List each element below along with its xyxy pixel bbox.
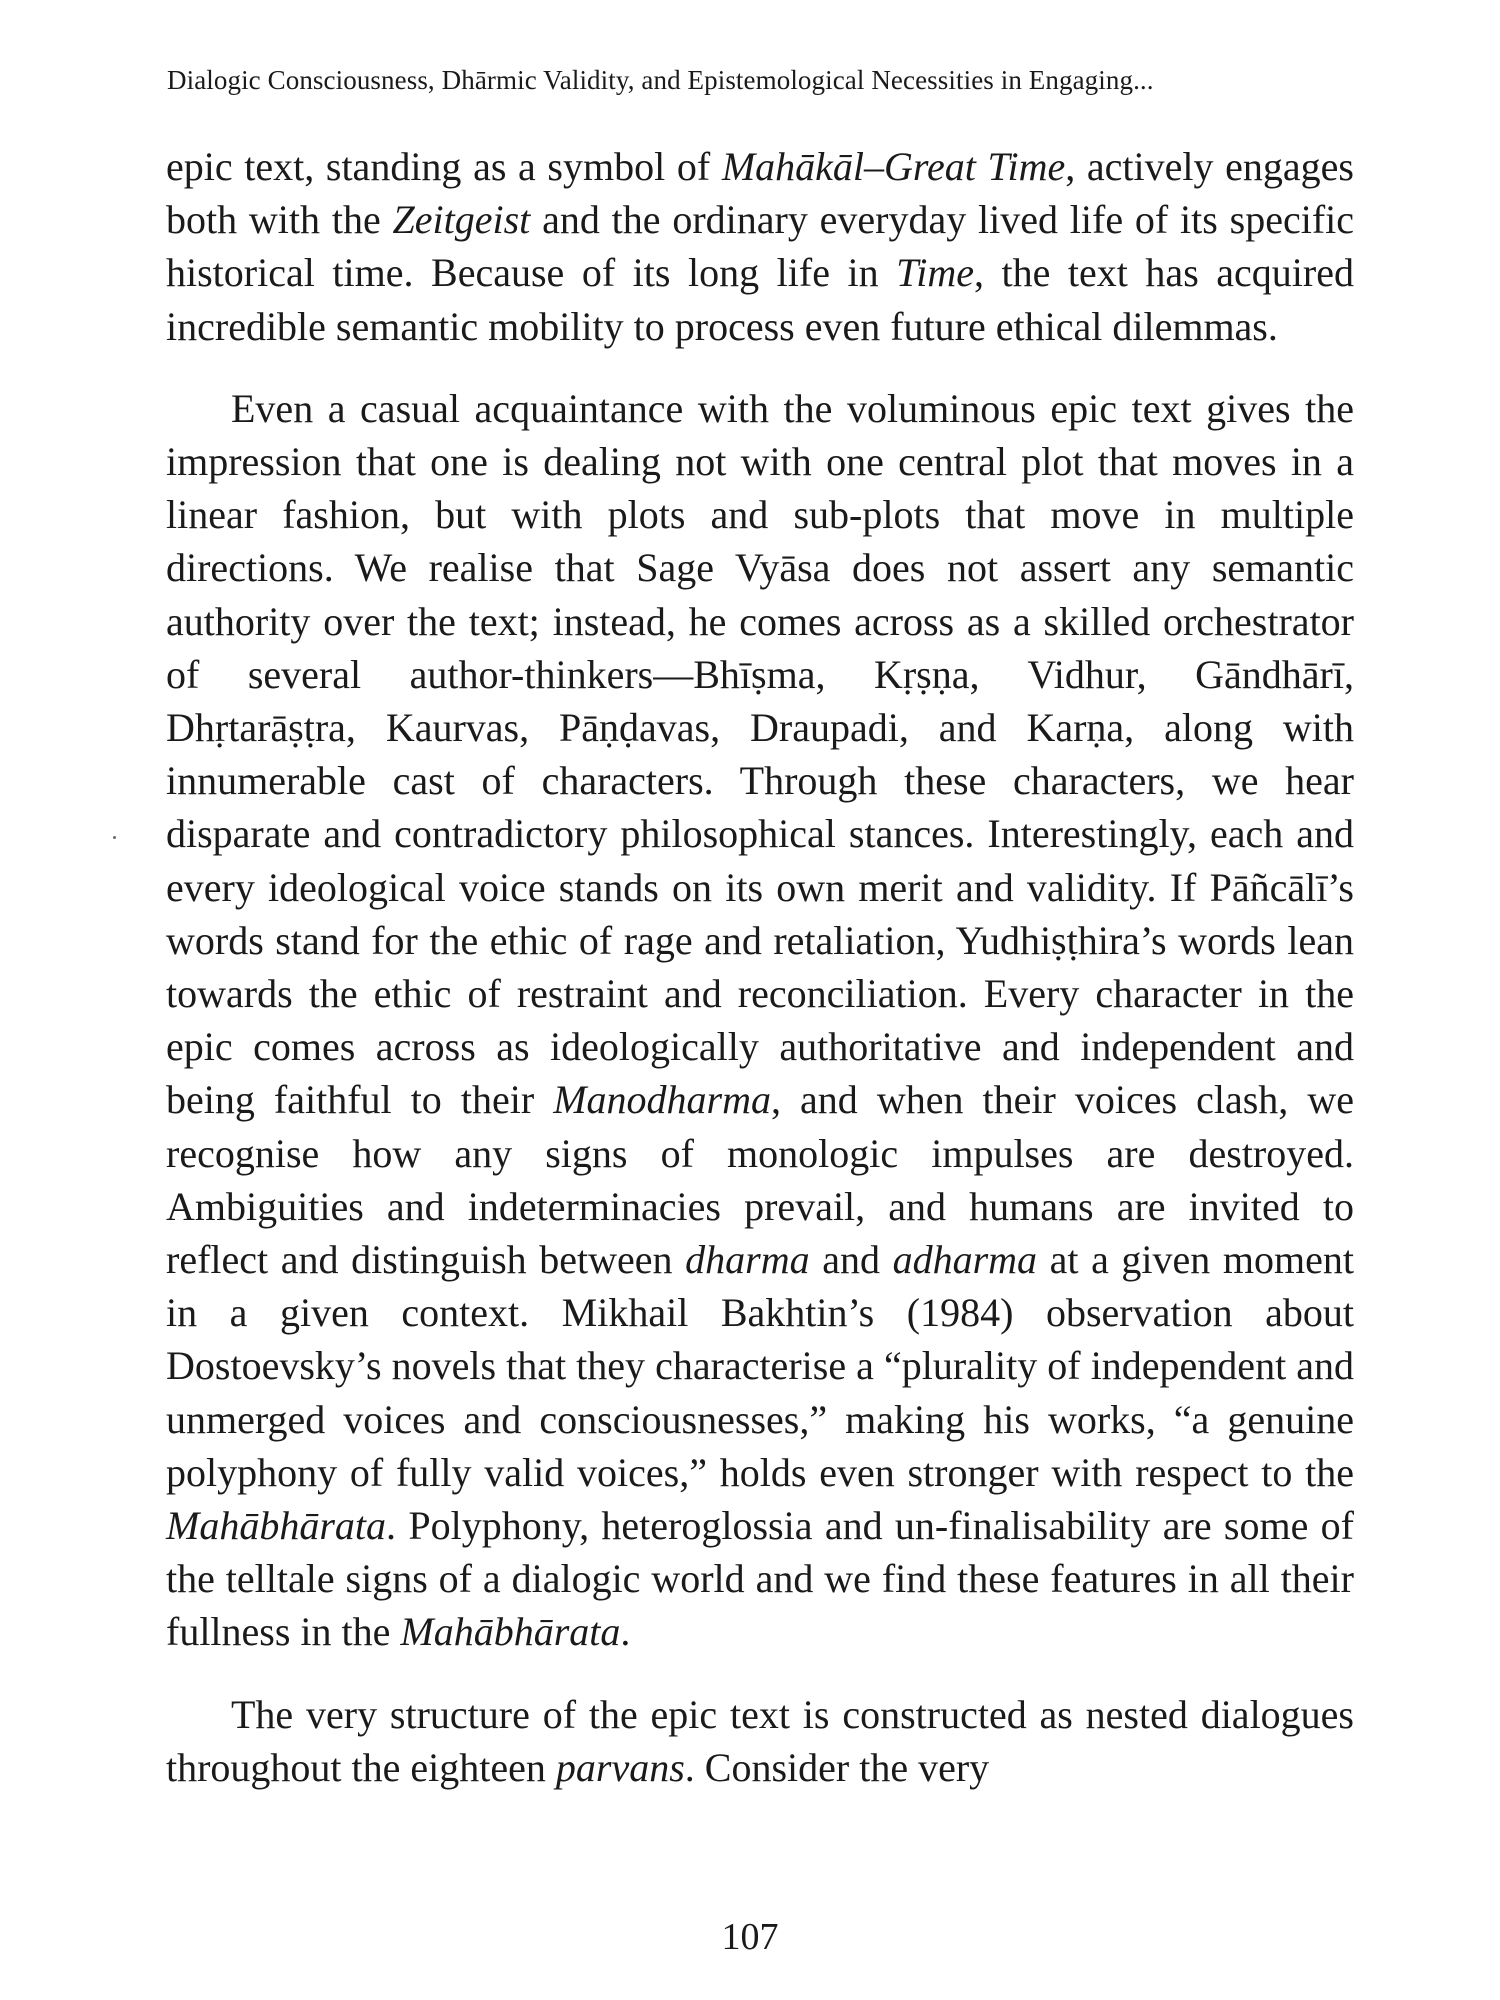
body-text	[166, 140, 1354, 1794]
text-run: epic text, standing as a symbol of	[166, 144, 722, 189]
paragraph-3	[166, 1688, 1354, 1794]
italic-term: Time	[896, 250, 974, 296]
paragraph-1	[166, 140, 1354, 353]
paragraph-2	[166, 382, 1354, 1659]
italic-term: Mahākāl–Great Time	[721, 144, 1066, 189]
text-run: at a given moment in a given context. Mikhail Bakhtin’s (1984) observation about Dostoevsky’s novels that they characterise a “plurality of independent and unmerged voices and consciousnesses,” making his works, “a genuine polyphony of fully valid voices,” holds even stronger with respect to the	[166, 1237, 1354, 1495]
italic-term: Mahābhārata	[166, 1503, 386, 1549]
italic-term: parvans	[555, 1744, 685, 1790]
text-run: , and when their voices clash, we recognise how any signs of monologic impulses are destroyed. Ambiguities and indeterminacies prevail, and humans are invited to reflect and distinguish between	[166, 1077, 1355, 1283]
italic-term: Manodharma	[553, 1077, 771, 1123]
text-run: , actively engages both with the	[166, 144, 1354, 243]
text-run: and	[809, 1237, 893, 1283]
margin-mark	[113, 836, 116, 839]
italic-term: Zeitgeist	[392, 197, 531, 243]
italic-term: adharma	[892, 1237, 1038, 1283]
italic-term: Mahābhārata	[400, 1609, 621, 1655]
italic-term: dharma	[685, 1237, 810, 1283]
text-run: , the text has acquired incredible semantic mobility to process even future ethical dilemmas.	[166, 250, 1354, 349]
page-number: 107	[721, 1916, 779, 1958]
text-run: . Consider the very	[684, 1744, 990, 1790]
text-run: Even a casual acquaintance with the voluminous epic text gives the impression that one is dealing not with one central plot that moves in a linear fashion, but with plots and sub-plots that move in multiple directions. We realise that Sage Vyāsa does not assert any semantic authority over the text; instead, he comes across as a skilled orchestrator of several author-thinkers—Bhīṣma, Kṛṣṇa, Vidhur, Gāndhārī, Dhṛtarāṣṭra, Kaurvas, Pāṇḍavas, Draupadi, and Karṇa, along with innumerable cast of characters. Through these characters, we hear disparate and contradictory philosophical stances. Interestingly, each and every ideological voice stands on its own merit and validity. If Pāñcālī’s words stand for the ethic of rage and retaliation, Yudhiṣṭhira’s words lean towards the ethic of restraint and reconciliation. Every character in the epic comes across as ideologically authoritative and independent and being faithful to their	[166, 385, 1354, 1123]
text-run: The very structure of the epic text is constructed as nested dialogues throughout the eighteen	[166, 1691, 1354, 1790]
text-run: . Polyphony, heteroglossia and un-finalisability are some of the telltale signs of a dialogic world and we find these features in all their fullness in the	[166, 1503, 1354, 1655]
text-run: and the ordinary everyday lived life of its specific historical time. Because of its long life in	[166, 197, 1355, 296]
text-run: .	[620, 1609, 631, 1655]
running-header: Dialogic Consciousness, Dhārmic Validity, and Epistemological Necessities in Engaging...	[167, 65, 1154, 95]
